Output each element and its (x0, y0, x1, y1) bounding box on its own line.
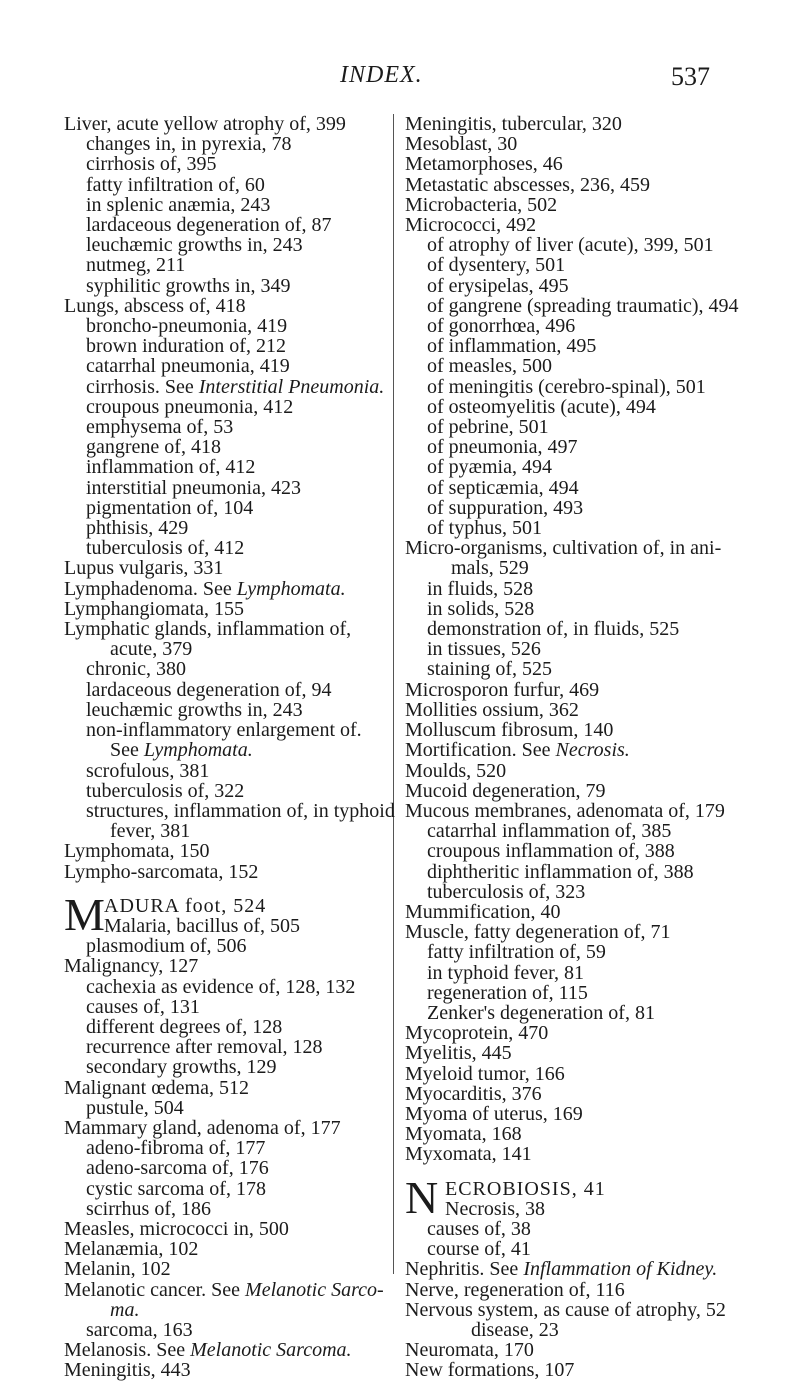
index-subentry: scrofulous, 381 (86, 759, 210, 782)
index-entry: Lymphatic glands, inflammation of, (64, 618, 352, 641)
index-entry: Myocarditis, 376 (405, 1082, 542, 1105)
index-subentry: changes in, in pyrexia, 78 (86, 133, 292, 156)
index-entry: Liver, acute yellow atrophy of, 399 (64, 113, 346, 135)
index-entry: Nervous system, as cause of atrophy, 52 (405, 1298, 726, 1321)
index-subentry: non-inflammatory enlargement of. (86, 719, 362, 742)
index-entry: Mycoprotein, 470 (405, 1022, 549, 1045)
index-subentry: cachexia as evidence of, 128, 132 (86, 975, 356, 998)
index-subentry: demonstration of, in fluids, 525 (427, 618, 680, 641)
page-header (0, 62, 800, 102)
entry-text: Nephritis. See (405, 1258, 524, 1281)
index-subentry: adeno-sarcoma of, 176 (86, 1157, 269, 1180)
entry-text: Melanosis. See (64, 1339, 191, 1362)
index-entry: Lymphomata, 150 (64, 840, 210, 863)
index-entry: Mucous membranes, adenomata of, 179 (405, 799, 725, 822)
index-subentry: in splenic anæmia, 243 (86, 193, 271, 216)
drop-cap: N (405, 1171, 439, 1223)
index-entry: Molluscum fibrosum, 140 (405, 719, 614, 742)
index-column-right (395, 113, 739, 1381)
index-subentry: structures, inflammation of, in typhoid (86, 799, 395, 822)
index-subentry: in tissues, 526 (427, 638, 541, 661)
cross-reference: Melanotic Sarco- (245, 1278, 384, 1301)
index-subentry: phthisis, 429 (86, 517, 189, 540)
section-m (64, 888, 386, 940)
index-entry: Moulds, 520 (405, 759, 507, 782)
index-subentry: croupous inflammation of, 388 (427, 840, 675, 863)
index-subentry: of suppuration, 493 (427, 496, 584, 519)
index-entry: Metastatic abscesses, 236, 459 (405, 173, 650, 196)
index-subentry: lardaceous degeneration of, 87 (86, 214, 332, 237)
section-n (405, 1171, 735, 1223)
index-subentry: of pneumonia, 497 (427, 436, 578, 459)
index-subentry: inflammation of, 412 (86, 456, 256, 479)
index-entry: Lymphangiomata, 155 (64, 597, 244, 620)
index-subentry: causes of, 38 (427, 1217, 531, 1240)
index-subentry: pigmentation of, 104 (86, 496, 254, 519)
cross-reference: Inflammation of Kidney. (523, 1258, 718, 1281)
index-entry (405, 1259, 735, 1279)
index-entry: Meningitis, 443 (64, 1359, 191, 1381)
entry-text: Melanotic cancer. See (64, 1278, 246, 1301)
index-subentry: disease, 23 (471, 1318, 559, 1341)
index-entry: Lungs, abscess of, 418 (64, 294, 246, 317)
index-entry: Microsporon furfur, 469 (405, 678, 600, 701)
index-entry: Micrococci, 492 (405, 214, 537, 237)
section-gap (405, 1165, 735, 1179)
index-subentry: of typhus, 501 (427, 517, 542, 540)
index-entry: Mummification, 40 (405, 900, 561, 923)
index-subentry: syphilitic growths in, 349 (86, 274, 291, 297)
entry-text: Lymphadenoma. See (64, 577, 237, 600)
index-subentry: of pyæmia, 494 (427, 456, 552, 479)
index-subentry: interstitial pneumonia, 423 (86, 476, 301, 499)
index-entry: Micro-organisms, cultivation of, in ani- (405, 537, 722, 560)
index-subentry: tuberculosis of, 412 (86, 537, 245, 560)
index-subentry: secondary growths, 129 (86, 1056, 277, 1079)
cross-reference: Interstitial Pneumonia. (198, 375, 385, 398)
index-subentry: diphtheritic inflammation of, 388 (427, 860, 694, 883)
index-entry: Malaria, bacillus of, 505 (104, 914, 301, 937)
index-entry: Myelitis, 445 (405, 1042, 512, 1065)
entry-text: See (110, 739, 144, 762)
index-subentry: cirrhosis of, 395 (86, 153, 217, 176)
index-subentry: recurrence after removal, 128 (86, 1036, 323, 1059)
index-entry: Lympho-sarcomata, 152 (64, 860, 259, 883)
running-title: INDEX. (340, 62, 423, 88)
index-subentry: regeneration of, 115 (427, 981, 588, 1004)
index-subentry: course of, 41 (427, 1238, 531, 1261)
index-entry (405, 740, 735, 760)
cross-reference: Melanotic Sarcoma. (190, 1339, 352, 1362)
index-entry: Malignancy, 127 (64, 955, 199, 978)
index-subentry: mals, 529 (451, 557, 529, 580)
index-subentry: croupous pneumonia, 412 (86, 395, 294, 418)
index-entry: ADURA foot, 524 (104, 894, 267, 917)
index-subentry: broncho-pneumonia, 419 (86, 315, 288, 338)
index-subentry: in typhoid fever, 81 (427, 961, 584, 984)
index-subentry: of gangrene (spreading traumatic), 494 (427, 294, 739, 317)
index-subentry: tuberculosis of, 322 (86, 779, 245, 802)
index-entry: Myomata, 168 (405, 1123, 522, 1146)
cross-reference: Lymphomata. (236, 577, 346, 600)
index-entry: Metamorphoses, 46 (405, 153, 563, 176)
index-entry: Necrosis, 38 (445, 1197, 545, 1220)
index-subentry: fatty infiltration of, 59 (427, 941, 606, 964)
cross-reference-continued: ma. (110, 1298, 140, 1321)
entry-text: Mortification. See (405, 739, 556, 762)
index-subentry: in fluids, 528 (427, 577, 534, 600)
index-subentry: catarrhal pneumonia, 419 (86, 355, 290, 378)
index-column-left (64, 113, 395, 1381)
index-subentry: of dysentery, 501 (427, 254, 566, 277)
index-subentry: scirrhus of, 186 (86, 1197, 211, 1220)
index-entry: Nerve, regeneration of, 116 (405, 1278, 625, 1301)
index-subentry: in solids, 528 (427, 597, 535, 620)
index-subentry: causes of, 131 (86, 995, 200, 1018)
index-subentry: gangrene of, 418 (86, 436, 221, 459)
index-entry: Meningitis, tubercular, 320 (405, 113, 622, 135)
index-entry: Lupus vulgaris, 331 (64, 557, 224, 580)
index-entry: Measles, micrococci in, 500 (64, 1217, 289, 1240)
index-subentry: emphysema of, 53 (86, 416, 234, 439)
index-subentry: of pebrine, 501 (427, 416, 549, 439)
index-subentry: of gonorrhœa, 496 (427, 315, 576, 338)
index-subentry: cystic sarcoma of, 178 (86, 1177, 266, 1200)
index-entry (64, 1340, 386, 1360)
index-subentry: Zenker's degeneration of, 81 (427, 1001, 655, 1024)
index-entry (64, 1280, 386, 1300)
index-subentry: staining of, 525 (427, 658, 552, 681)
index-entry: ECROBIOSIS, 41 (445, 1177, 606, 1200)
index-subentry: fever, 381 (110, 820, 191, 843)
index-subentry: nutmeg, 211 (86, 254, 186, 277)
index-subentry (64, 740, 386, 760)
index-subentry: of atrophy of liver (acute), 399, 501 (427, 234, 714, 257)
section-gap (64, 882, 386, 896)
index-entry: Mesoblast, 30 (405, 133, 518, 156)
index-subentry: fatty infiltration of, 60 (86, 173, 265, 196)
index-subentry: lardaceous degeneration of, 94 (86, 678, 332, 701)
index-entry: Myoma of uterus, 169 (405, 1102, 583, 1125)
cross-reference: Necrosis. (555, 739, 630, 762)
index-subentry: adeno-fibroma of, 177 (86, 1137, 266, 1160)
index-subentry: of meningitis (cerebro-spinal), 501 (427, 375, 706, 398)
index-subentry: different degrees of, 128 (86, 1015, 283, 1038)
index-subentry: pustule, 504 (86, 1096, 184, 1119)
entry-text: cirrhosis. See (86, 375, 199, 398)
index-entry: Myxomata, 141 (405, 1143, 532, 1166)
index-entry: Neuromata, 170 (405, 1339, 534, 1362)
page-number: 537 (671, 62, 710, 91)
index-entry: Mammary gland, adenoma of, 177 (64, 1116, 341, 1139)
column-divider (393, 114, 394, 1274)
index-subentry: sarcoma, 163 (86, 1318, 193, 1341)
index-subentry: tuberculosis of, 323 (427, 880, 586, 903)
index-subentry: acute, 379 (110, 638, 193, 661)
cross-reference: Lymphomata. (143, 739, 253, 762)
index-subentry (64, 377, 386, 397)
index-entry: Myeloid tumor, 166 (405, 1062, 565, 1085)
index-subentry: chronic, 380 (86, 658, 186, 681)
index-entry: Mollities ossium, 362 (405, 698, 579, 721)
index-entry: Microbacteria, 502 (405, 193, 558, 216)
index-entry: Malignant œdema, 512 (64, 1076, 249, 1099)
index-entry: New formations, 107 (405, 1359, 575, 1381)
index-entry: Muscle, fatty degeneration of, 71 (405, 921, 671, 944)
index-subentry: of erysipelas, 495 (427, 274, 569, 297)
index-subentry: brown induration of, 212 (86, 335, 286, 358)
index-subentry: plasmodium of, 506 (86, 935, 247, 958)
index-subentry: leuchæmic growths in, 243 (86, 698, 303, 721)
index-subentry: of measles, 500 (427, 355, 552, 378)
index-entry: Melanin, 102 (64, 1258, 171, 1281)
index-entry: Melanæmia, 102 (64, 1238, 199, 1261)
index-subentry: of inflammation, 495 (427, 335, 597, 358)
index-entry (64, 579, 386, 599)
drop-cap: M (64, 888, 105, 940)
index-subentry: of osteomyelitis (acute), 494 (427, 395, 656, 418)
index-entry: Mucoid degeneration, 79 (405, 779, 606, 802)
index-subentry: leuchæmic growths in, 243 (86, 234, 303, 257)
index-subentry: of septicæmia, 494 (427, 476, 579, 499)
index-subentry: catarrhal inflammation of, 385 (427, 820, 672, 843)
